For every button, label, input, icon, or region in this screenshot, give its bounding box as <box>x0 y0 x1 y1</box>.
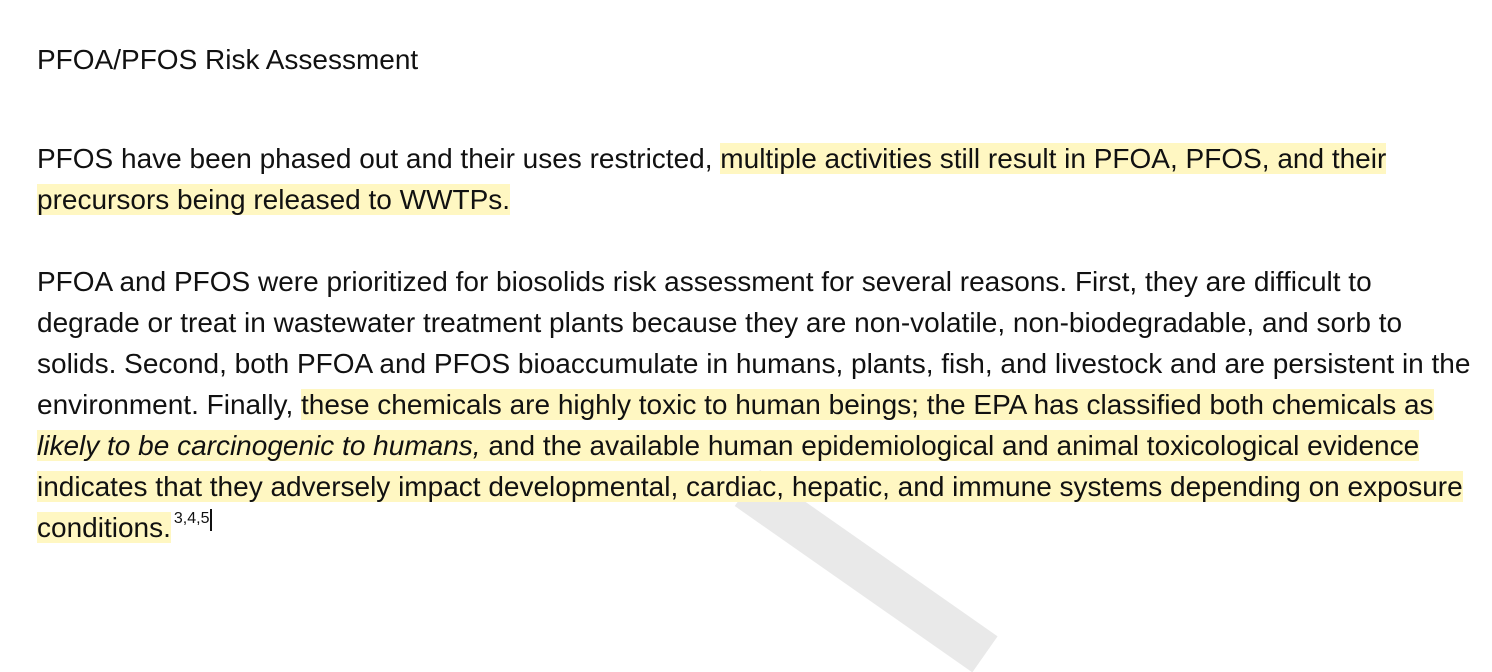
document-title: PFOA/PFOS Risk Assessment <box>37 44 419 75</box>
paragraph-text: PFOS have been phased out and their uses restricted, <box>37 143 721 174</box>
highlighted-text-start: these chemicals are highly toxic to human beings; the EPA has classified both chemicals as <box>301 389 1434 420</box>
paragraph-phased-out[interactable] <box>37 138 1477 220</box>
highlighted-text: multiple activities still result in PFOA, PFOS, and their precursors being released to WWTPs. <box>37 143 1387 215</box>
text-cursor <box>210 509 212 531</box>
italic-classification: likely to be carcinogenic to humans, <box>37 430 481 461</box>
citation-superscript[interactable]: 3,4,5 <box>173 510 210 527</box>
paragraph-prioritization[interactable] <box>37 261 1477 548</box>
highlighted-text-end: and the available human epidemiological and animal toxicological evidence indicates that they adversely impact developmental, cardiac, hepatic, and immune systems depending on exposure conditions. <box>37 430 1463 543</box>
paragraph-text: PFOA and PFOS were prioritized for biosolids risk assessment for several reasons. First, they are difficult to degrade or treat in wastewater treatment plants because they are non-volatile, non-biodegradable, and sorb to solids. Second, both PFOA and PFOS bioaccumulate in humans, plants, fish, and livestock and are persistent in the environment. Finally, <box>37 266 1471 420</box>
